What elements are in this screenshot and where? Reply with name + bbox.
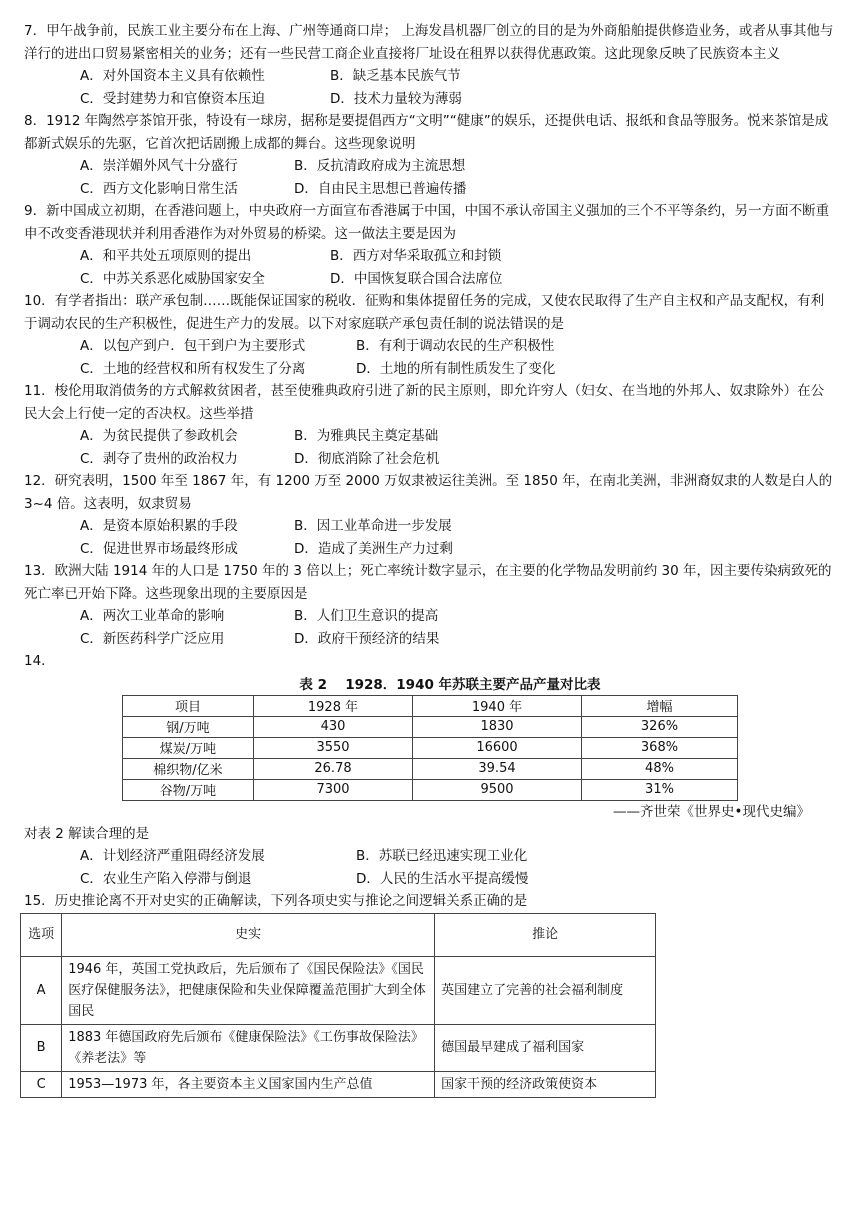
table-cell: 430 bbox=[254, 716, 413, 737]
fact-cell: 1953—1973 年，各主要资本主义国家国内生产总值 bbox=[62, 1071, 435, 1097]
table-header-cell: 增幅 bbox=[582, 695, 738, 716]
table-cell: 煤炭/万吨 bbox=[123, 737, 254, 758]
question-9-option-c[interactable]: C．中苏关系恶化威胁国家安全 bbox=[80, 270, 265, 287]
question-13-option-a[interactable]: A．两次工业革命的影响 bbox=[80, 608, 225, 624]
question-11-option-b[interactable]: B．为雅典民主奠定基础 bbox=[294, 428, 439, 444]
table-header-cell: 项目 bbox=[123, 695, 254, 716]
inference-cell: 德国最早建成了福利国家 bbox=[435, 1024, 656, 1071]
question-8-option-c[interactable]: C．西方文化影响日常生活 bbox=[80, 180, 238, 197]
table-header-row bbox=[123, 695, 738, 716]
option-label-cell[interactable]: A bbox=[21, 956, 62, 1024]
table-cell: 326% bbox=[582, 716, 738, 737]
table-cell: 9500 bbox=[413, 779, 582, 800]
table-2-caption: 表 2 1928．1940 年苏联主要产品产量对比表 bbox=[299, 676, 601, 693]
question-13-option-c[interactable]: C．新医药科学广泛应用 bbox=[80, 630, 225, 647]
question-14-option-b[interactable]: B．苏联已经迅速实现工业化 bbox=[356, 848, 528, 864]
table-header-cell: 1940 年 bbox=[413, 695, 582, 716]
question-8-option-a[interactable]: A．崇洋媚外风气十分盛行 bbox=[80, 158, 238, 174]
question-9-options-row-1 bbox=[24, 245, 836, 268]
question-15-table bbox=[20, 913, 656, 1098]
question-15-stem: 15．历史推论离不开对史实的正确解读，下列各项史实与推论之间逻辑关系正确的是 bbox=[24, 893, 528, 909]
question-12-options-row-1 bbox=[24, 515, 836, 538]
question-7-option-a[interactable]: A．对外国资本主义具有依赖性 bbox=[80, 68, 265, 84]
table-row bbox=[123, 758, 738, 779]
question-9-option-d[interactable]: D．中国恢复联合国合法席位 bbox=[330, 270, 503, 287]
table-2 bbox=[122, 695, 738, 801]
question-14-options-row-1 bbox=[24, 845, 836, 868]
question-7-stem: 7．甲午战争前，民族工业主要分布在上海、广州等通商口岸； 上海发昌机器厂创立的目的是为外商船舶提供修造业务，或者从事其他与洋行的进出口贸易紧密相关的业务；还有一些民营工商企业直接将厂址设在租界以获得优惠政策。这此现象反映了民族资本主义 bbox=[24, 23, 834, 62]
inference-cell: 英国建立了完善的社会福利制度 bbox=[435, 956, 656, 1024]
fact-cell: 1883 年德国政府先后颁布《健康保险法》《工伤事故保险法》《养老法》等 bbox=[62, 1024, 435, 1071]
table-row bbox=[21, 956, 656, 1024]
question-13-stem: 13．欧洲大陆 1914 年的人口是 1750 年的 3 倍以上；死亡率统计数字显示，在主要的化学物品发明前约 30 年，因主要传染病致死的死亡率已开始下降。这些现象出现的主要原因是 bbox=[24, 563, 832, 602]
table-cell: 48% bbox=[582, 758, 738, 779]
question-10-option-a[interactable]: A．以包产到户．包干到户为主要形式 bbox=[80, 338, 306, 354]
question-12-option-b[interactable]: B．因工业革命进一步发展 bbox=[294, 518, 452, 534]
table-cell: 谷物/万吨 bbox=[123, 779, 254, 800]
question-9-stem: 9．新中国成立初期，在香港问题上，中央政府一方面宣布香港属于中国，中国不承认帝国主义强加的三个不平等条约，另一方面不断重申不改变香港现状并利用香港作为对外贸易的桥梁。这一做法主要是因为 bbox=[24, 203, 830, 242]
table-cell: 1830 bbox=[413, 716, 582, 737]
question-10-option-b[interactable]: B．有利于调动农民的生产积极性 bbox=[356, 338, 555, 354]
question-7-options-row-1 bbox=[24, 65, 836, 88]
exam-page bbox=[24, 20, 836, 1098]
question-9-option-b[interactable]: B．西方对华采取孤立和封锁 bbox=[330, 248, 502, 264]
question-12-option-d[interactable]: D．造成了美洲生产力过剩 bbox=[294, 540, 453, 557]
table-row bbox=[123, 716, 738, 737]
question-12-options-row-2 bbox=[24, 538, 836, 561]
question-12-option-c[interactable]: C．促进世界市场最终形成 bbox=[80, 540, 238, 557]
question-12-stem: 12．研究表明，1500 年至 1867 年，有 1200 万至 2000 万奴隶被运往美洲。至 1850 年，在南北美洲，非洲裔奴隶的人数是白人的 3~4 倍。这表明，奴隶贸易 bbox=[24, 473, 833, 512]
table-cell: 26.78 bbox=[254, 758, 413, 779]
table-header-row bbox=[21, 913, 656, 956]
question-7-option-c[interactable]: C．受封建势力和官僚资本压迫 bbox=[80, 90, 265, 107]
question-14-option-a[interactable]: A．计划经济严重阻碍经济发展 bbox=[80, 848, 265, 864]
question-14-option-c[interactable]: C．农业生产陷入停滞与倒退 bbox=[80, 870, 252, 887]
table-row bbox=[21, 1071, 656, 1097]
table-cell: 棉织物/亿米 bbox=[123, 758, 254, 779]
option-label-cell[interactable]: C bbox=[21, 1071, 62, 1097]
question-11-option-a[interactable]: A．为贫民提供了参政机会 bbox=[80, 428, 238, 444]
table-header-cell: 选项 bbox=[21, 913, 62, 956]
table-cell: 368% bbox=[582, 737, 738, 758]
question-11-options-row-2 bbox=[24, 448, 836, 471]
table-cell: 7300 bbox=[254, 779, 413, 800]
table-header-cell: 史实 bbox=[62, 913, 435, 956]
table-cell: 钢/万吨 bbox=[123, 716, 254, 737]
question-13-options-row-1 bbox=[24, 605, 836, 628]
question-9-options-row-2 bbox=[24, 268, 836, 291]
table-cell: 3550 bbox=[254, 737, 413, 758]
question-11-options-row-1 bbox=[24, 425, 836, 448]
option-label-cell[interactable]: B bbox=[21, 1024, 62, 1071]
question-14-options-row-2 bbox=[24, 868, 836, 891]
question-14-stem: 对表 2 解读合理的是 bbox=[24, 825, 150, 842]
question-8-options-row-2 bbox=[24, 178, 836, 201]
question-7-option-d[interactable]: D．技术力量较为薄弱 bbox=[330, 90, 462, 107]
question-14-option-d[interactable]: D．人民的生活水平提高缓慢 bbox=[356, 870, 529, 887]
question-11-stem: 11．梭伦用取消债务的方式解救贫困者，甚至使雅典政府引进了新的民主原则，即允许穷人（妇女、在当地的外邦人、奴隶除外）在公民大会上行使一定的否决权。这些举措 bbox=[24, 383, 825, 422]
fact-cell: 1946 年，英国工党执政后，先后颁布了《国民保险法》《国民医疗保健服务法》，把健康保险和失业保障覆盖范围扩大到全体国民 bbox=[62, 956, 435, 1024]
question-12-option-a[interactable]: A．是资本原始积累的手段 bbox=[80, 518, 238, 534]
table-header-cell: 推论 bbox=[435, 913, 656, 956]
table-cell: 16600 bbox=[413, 737, 582, 758]
question-10-option-c[interactable]: C．土地的经营权和所有权发生了分离 bbox=[80, 360, 306, 377]
question-11-option-d[interactable]: D．彻底消除了社会危机 bbox=[294, 450, 440, 467]
question-13-option-b[interactable]: B．人们卫生意识的提高 bbox=[294, 608, 439, 624]
table-cell: 39.54 bbox=[413, 758, 582, 779]
question-8-option-b[interactable]: B．反抗清政府成为主流思想 bbox=[294, 158, 466, 174]
question-11-option-c[interactable]: C．剥夺了贵州的政治权力 bbox=[80, 450, 238, 467]
table-row bbox=[21, 1024, 656, 1071]
table-row bbox=[123, 779, 738, 800]
question-7-option-b[interactable]: B．缺乏基本民族气节 bbox=[330, 68, 461, 84]
question-8-options-row-1 bbox=[24, 155, 836, 178]
inference-cell: 国家干预的经济政策使资本 bbox=[435, 1071, 656, 1097]
table-2-source: ——齐世荣《世界史•现代史编》 bbox=[613, 803, 810, 820]
table-row bbox=[123, 737, 738, 758]
question-9-option-a[interactable]: A．和平共处五项原则的提出 bbox=[80, 248, 252, 264]
question-13-option-d[interactable]: D．政府干预经济的结果 bbox=[294, 630, 440, 647]
question-7-options-row-2 bbox=[24, 88, 836, 111]
question-10-option-d[interactable]: D．土地的所有制性质发生了变化 bbox=[356, 360, 556, 377]
question-10-options-row-1 bbox=[24, 335, 836, 358]
question-13-options-row-2 bbox=[24, 628, 836, 651]
table-header-cell: 1928 年 bbox=[254, 695, 413, 716]
table-cell: 31% bbox=[582, 779, 738, 800]
question-10-stem: 10．有学者指出：联产承包制……既能保证国家的税收．征购和集体提留任务的完成，又使农民取得了生产自主权和产品支配权，有利于调动农民的生产积极性，促进生产力的发展。以下对家庭联产承包责任制的说法错误的是 bbox=[24, 293, 825, 332]
question-10-options-row-2 bbox=[24, 358, 836, 381]
question-8-option-d[interactable]: D．自由民主思想已普遍传播 bbox=[294, 180, 467, 197]
question-14-number: 14． bbox=[24, 653, 55, 669]
question-8-stem: 8．1912 年陶然亭茶馆开张，特设有一球房，据称是要提倡西方“文明”“健康”的娱乐，还提供电话、报纸和食品等服务。悦来茶馆是成都新式娱乐的先驱，它首次把话剧搬上成都的舞台。这些现象说明 bbox=[24, 113, 829, 152]
